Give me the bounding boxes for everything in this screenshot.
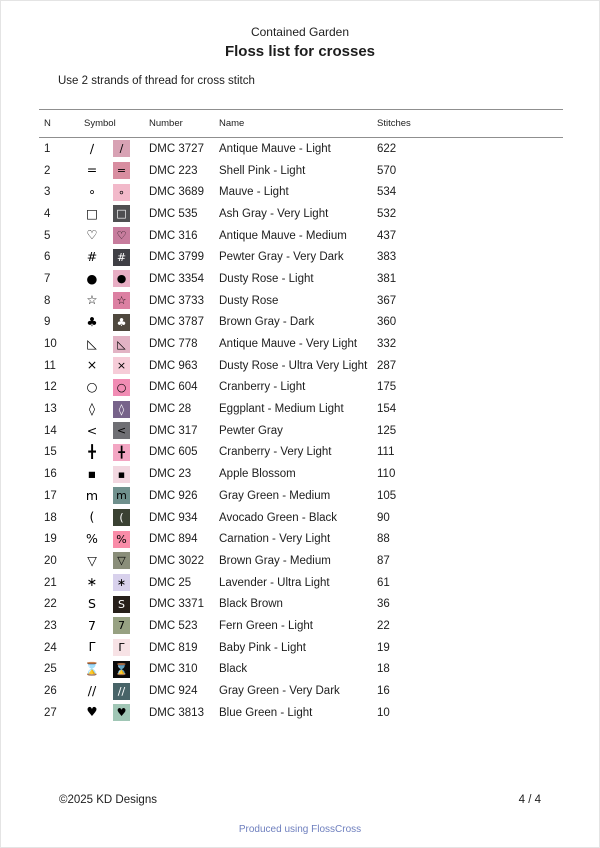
stitch-count-cell: 22	[377, 619, 390, 632]
color-swatch: ⌛	[114, 662, 129, 676]
floss-table	[39, 109, 563, 724]
stitch-count-cell: 111	[377, 446, 395, 459]
stitch-count-cell: 88	[377, 533, 390, 546]
stitch-count-cell: 175	[377, 381, 397, 394]
row-number-cell: 18	[44, 511, 57, 524]
floss-name-cell: Blue Green - Light	[219, 706, 313, 719]
floss-number-cell: DMC 23	[149, 468, 192, 481]
color-swatch: ●	[113, 270, 130, 287]
color-swatch: //	[113, 683, 130, 700]
floss-number-cell: DMC 3799	[149, 251, 204, 264]
floss-name-cell: Black	[219, 663, 248, 676]
stitch-count-cell: 622	[377, 142, 397, 155]
symbol-cell	[79, 203, 144, 225]
col-header-symbol: Symbol	[79, 110, 144, 138]
floss-row	[39, 246, 563, 268]
color-swatch: ∘	[113, 184, 130, 201]
floss-number-cell: DMC 934	[149, 511, 198, 524]
symbol-cell	[79, 550, 144, 572]
color-swatch: □	[113, 205, 130, 222]
floss-row	[39, 528, 563, 550]
floss-name-cell: Lavender - Ultra Light	[219, 576, 330, 589]
symbol-glyph: <	[86, 422, 98, 438]
floss-row	[39, 485, 563, 507]
symbol-glyph: ◊	[88, 400, 96, 416]
color-swatch: S	[113, 596, 130, 613]
floss-name-cell: Antique Mauve - Medium	[219, 229, 347, 242]
floss-number-cell: DMC 3733	[149, 294, 204, 307]
symbol-cell	[79, 181, 144, 203]
floss-number-cell: DMC 223	[149, 164, 198, 177]
symbol-cell	[79, 290, 144, 312]
symbol-cell	[79, 268, 144, 290]
floss-row	[39, 442, 563, 464]
floss-number-cell: DMC 316	[149, 229, 198, 242]
floss-number-cell: DMC 523	[149, 619, 198, 632]
floss-name-cell: Cranberry - Very Light	[219, 446, 332, 459]
row-number-cell: 26	[44, 685, 57, 698]
color-swatch: ╋	[113, 444, 130, 461]
floss-name-cell: Mauve - Light	[219, 186, 289, 199]
symbol-glyph: ●	[86, 270, 98, 286]
row-number-cell: 20	[44, 554, 57, 567]
floss-name-cell: Black Brown	[219, 598, 283, 611]
color-swatch: ∗	[113, 574, 130, 591]
color-swatch: ▪	[113, 466, 130, 483]
color-swatch: m	[113, 487, 130, 504]
stitch-count-cell: 381	[377, 272, 397, 285]
symbol-glyph: ♥	[86, 704, 98, 720]
stitch-count-cell: 110	[377, 468, 396, 481]
floss-number-cell: DMC 605	[149, 446, 198, 459]
floss-row	[39, 680, 563, 702]
color-swatch: ☆	[113, 292, 130, 309]
symbol-cell	[79, 225, 144, 247]
floss-name-cell: Cranberry - Light	[219, 381, 306, 394]
floss-row	[39, 290, 563, 312]
symbol-cell	[79, 463, 144, 485]
floss-row	[39, 333, 563, 355]
symbol-cell	[79, 420, 144, 442]
floss-number-cell: DMC 3371	[149, 598, 204, 611]
symbol-glyph: Γ	[88, 639, 96, 655]
floss-row	[39, 659, 563, 681]
stitch-count-cell: 367	[377, 294, 397, 307]
row-number-cell: 15	[44, 446, 57, 459]
color-swatch: ♣	[113, 314, 130, 331]
symbol-cell	[79, 160, 144, 182]
row-number-cell: 27	[44, 706, 57, 719]
floss-name-cell: Antique Mauve - Very Light	[219, 338, 358, 351]
stitch-count-cell: 570	[377, 164, 397, 177]
symbol-glyph: ∗	[86, 574, 98, 590]
floss-row	[39, 138, 563, 160]
stitch-count-cell: 332	[377, 338, 397, 351]
floss-name-cell: Apple Blossom	[219, 468, 296, 481]
floss-row	[39, 702, 563, 724]
color-swatch: ○	[113, 379, 130, 396]
symbol-glyph: ⌛	[84, 661, 100, 677]
stitch-count-cell: 18	[377, 663, 390, 676]
symbol-cell	[79, 637, 144, 659]
symbol-glyph: ∕	[89, 140, 95, 156]
row-number-cell: 1	[44, 142, 51, 155]
color-swatch: (	[113, 509, 130, 526]
symbol-cell	[79, 442, 144, 464]
row-number-cell: 21	[44, 576, 57, 589]
symbol-glyph: =	[86, 162, 98, 178]
symbol-glyph: ╋	[88, 444, 96, 460]
floss-number-cell: DMC 3022	[149, 554, 204, 567]
copyright-text: ©2025 KD Designs	[59, 794, 157, 806]
floss-number-cell: DMC 926	[149, 489, 198, 502]
floss-number-cell: DMC 3813	[149, 706, 204, 719]
color-swatch: ♥	[113, 704, 130, 721]
floss-row	[39, 463, 563, 485]
symbol-glyph: ▽	[87, 552, 97, 568]
row-number-cell: 8	[44, 294, 51, 307]
row-number-cell: 16	[44, 468, 57, 481]
floss-row	[39, 355, 563, 377]
symbol-glyph: ×	[86, 357, 98, 373]
floss-number-cell: DMC 25	[149, 576, 192, 589]
symbol-cell	[79, 659, 144, 681]
stitch-count-cell: 87	[377, 554, 390, 567]
row-number-cell: 24	[44, 641, 57, 654]
floss-row	[39, 312, 563, 334]
stitch-count-cell: 36	[377, 598, 390, 611]
symbol-cell	[79, 485, 144, 507]
page-title: Floss list for crosses	[224, 43, 376, 60]
symbol-cell	[79, 528, 144, 550]
col-header-number: Number	[144, 110, 214, 138]
symbol-glyph: (	[89, 509, 95, 525]
stitch-count-cell: 383	[377, 251, 397, 264]
symbol-cell	[79, 377, 144, 399]
color-swatch: ◺	[113, 336, 130, 353]
symbol-glyph: ☆	[86, 292, 98, 308]
floss-row	[39, 203, 563, 225]
floss-name-cell: Dusty Rose	[219, 294, 279, 307]
stitch-count-cell: 16	[377, 685, 390, 698]
page-number: 4 / 4	[518, 794, 541, 806]
row-number-cell: 7	[44, 272, 51, 285]
floss-number-cell: DMC 317	[149, 424, 198, 437]
row-number-cell: 22	[44, 598, 57, 611]
floss-row	[39, 420, 563, 442]
stitch-count-cell: 437	[377, 229, 397, 242]
floss-number-cell: DMC 819	[149, 641, 198, 654]
symbol-cell	[79, 702, 144, 724]
page-footer	[1, 794, 599, 806]
symbol-glyph: 7	[88, 617, 96, 633]
floss-name-cell: Avocado Green - Black	[219, 511, 338, 524]
row-number-cell: 11	[44, 359, 56, 372]
floss-number-cell: DMC 894	[149, 533, 198, 546]
symbol-cell	[79, 246, 144, 268]
symbol-glyph: ∘	[88, 183, 96, 199]
table-header-row	[39, 110, 563, 138]
color-swatch: ♡	[113, 227, 130, 244]
symbol-glyph: ♡	[86, 227, 98, 243]
symbol-cell	[79, 593, 144, 615]
floss-row	[39, 550, 563, 572]
stitch-count-cell: 154	[377, 403, 397, 416]
symbol-cell	[79, 572, 144, 594]
floss-name-cell: Carnation - Very Light	[219, 533, 331, 546]
color-swatch: <	[113, 422, 130, 439]
floss-number-cell: DMC 310	[149, 663, 198, 676]
floss-number-cell: DMC 924	[149, 685, 198, 698]
row-number-cell: 13	[44, 403, 57, 416]
row-number-cell: 12	[44, 381, 57, 394]
floss-name-cell: Brown Gray - Medium	[219, 554, 331, 567]
stitch-count-cell: 534	[377, 186, 397, 199]
color-swatch: 7	[113, 617, 130, 634]
floss-number-cell: DMC 28	[149, 403, 192, 416]
symbol-glyph: //	[87, 682, 97, 698]
floss-name-cell: Baby Pink - Light	[219, 641, 306, 654]
pattern-title: Contained Garden	[250, 25, 350, 39]
row-number-cell: 3	[44, 186, 51, 199]
floss-name-cell: Dusty Rose - Ultra Very Light	[219, 359, 368, 372]
floss-number-cell: DMC 778	[149, 338, 198, 351]
symbol-cell	[79, 615, 144, 637]
row-number-cell: 14	[44, 424, 57, 437]
color-swatch: ×	[113, 357, 130, 374]
floss-number-cell: DMC 3727	[149, 142, 204, 155]
flosscross-credit-link[interactable]: Produced using FlossCross	[238, 824, 362, 835]
symbol-cell	[79, 398, 144, 420]
floss-number-cell: DMC 3689	[149, 186, 204, 199]
floss-number-cell: DMC 535	[149, 207, 198, 220]
color-swatch: ▽	[113, 552, 130, 569]
color-swatch: ∕	[113, 140, 130, 157]
symbol-glyph: ◺	[87, 335, 97, 351]
floss-name-cell: Antique Mauve - Light	[219, 142, 331, 155]
floss-number-cell: DMC 3354	[149, 272, 204, 285]
row-number-cell: 9	[44, 316, 51, 329]
floss-number-cell: DMC 604	[149, 381, 198, 394]
symbol-glyph: ▪	[87, 465, 97, 481]
symbol-cell	[79, 507, 144, 529]
row-number-cell: 2	[44, 164, 51, 177]
floss-name-cell: Pewter Gray - Very Dark	[219, 251, 344, 264]
floss-row	[39, 268, 563, 290]
stitch-count-cell: 90	[377, 511, 390, 524]
symbol-glyph: m	[85, 487, 99, 503]
floss-name-cell: Gray Green - Very Dark	[219, 685, 340, 698]
stitch-count-cell: 19	[377, 641, 390, 654]
symbol-cell	[79, 138, 144, 160]
stitch-count-cell: 10	[377, 706, 390, 719]
floss-table-body	[39, 138, 563, 724]
row-number-cell: 17	[44, 489, 57, 502]
row-number-cell: 5	[44, 229, 51, 242]
row-number-cell: 23	[44, 619, 57, 632]
floss-name-cell: Dusty Rose - Light	[219, 272, 314, 285]
row-number-cell: 4	[44, 207, 51, 220]
floss-row	[39, 637, 563, 659]
floss-row	[39, 615, 563, 637]
floss-row	[39, 507, 563, 529]
color-swatch: Γ	[113, 639, 130, 656]
color-swatch: =	[113, 162, 130, 179]
stitch-count-cell: 360	[377, 316, 397, 329]
floss-row	[39, 593, 563, 615]
floss-name-cell: Eggplant - Medium Light	[219, 403, 344, 416]
floss-number-cell: DMC 963	[149, 359, 198, 372]
floss-row	[39, 160, 563, 182]
floss-row	[39, 181, 563, 203]
stitch-count-cell: 287	[377, 359, 397, 372]
col-header-stitches: Stitches	[372, 110, 563, 138]
symbol-cell	[79, 312, 144, 334]
symbol-glyph: ○	[86, 379, 98, 395]
floss-name-cell: Pewter Gray	[219, 424, 283, 437]
floss-name-cell: Ash Gray - Very Light	[219, 207, 329, 220]
symbol-glyph: ♣	[86, 314, 98, 330]
symbol-glyph: S	[88, 596, 96, 612]
floss-row	[39, 377, 563, 399]
row-number-cell: 6	[44, 251, 51, 264]
strands-instruction: Use 2 strands of thread for cross stitch	[58, 75, 255, 87]
stitch-count-cell: 61	[377, 576, 390, 589]
floss-number-cell: DMC 3787	[149, 316, 204, 329]
stitch-count-cell: 532	[377, 207, 397, 220]
floss-name-cell: Gray Green - Medium	[219, 489, 331, 502]
stitch-count-cell: 125	[377, 424, 397, 437]
floss-name-cell: Brown Gray - Dark	[219, 316, 315, 329]
symbol-cell	[79, 333, 144, 355]
color-swatch: %	[113, 531, 130, 548]
color-swatch: #	[113, 249, 130, 266]
row-number-cell: 19	[44, 533, 57, 546]
col-header-name: Name	[214, 110, 372, 138]
symbol-glyph: □	[86, 205, 98, 221]
row-number-cell: 25	[44, 663, 57, 676]
symbol-cell	[79, 680, 144, 702]
col-header-n: N	[39, 110, 79, 138]
floss-name-cell: Fern Green - Light	[219, 619, 313, 632]
floss-row	[39, 398, 563, 420]
symbol-glyph: #	[86, 249, 98, 265]
row-number-cell: 10	[44, 338, 57, 351]
floss-row	[39, 225, 563, 247]
floss-name-cell: Shell Pink - Light	[219, 164, 306, 177]
color-swatch: ◊	[113, 401, 130, 418]
stitch-count-cell: 105	[377, 489, 397, 502]
symbol-cell	[79, 355, 144, 377]
symbol-glyph: %	[86, 530, 98, 546]
floss-row	[39, 572, 563, 594]
